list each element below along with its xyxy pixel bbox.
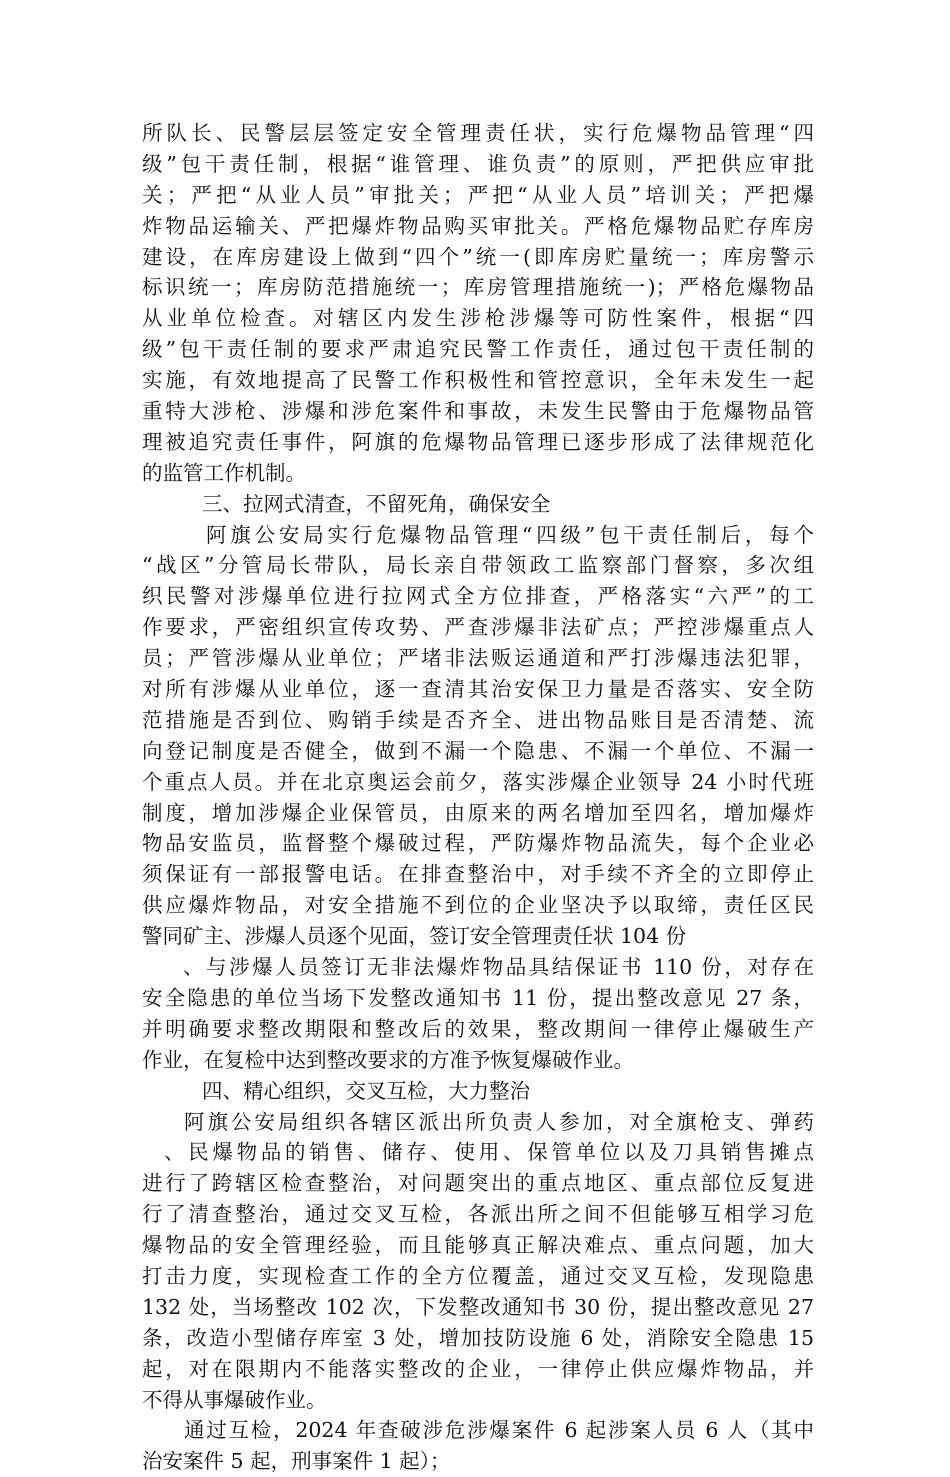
text-line: 作业，在复检中达到整改要求的方准予恢复爆破作业。 bbox=[142, 1047, 634, 1072]
text-line: 阿旗公安局组织各辖区派出所负责人参加，对全旗枪支、弹药 bbox=[184, 1109, 814, 1134]
text-line: 级”包干责任制的要求严肃追究民警工作责任，通过包干责任制的 bbox=[142, 337, 814, 362]
text-line: 治安案件 5 起，刑事案件 1 起）； bbox=[142, 1449, 451, 1474]
text-line: 起，对在限期内不能落实整改的企业，一律停止供应爆炸物品，并 bbox=[142, 1356, 814, 1381]
text-line: 阿旗公安局实行危爆物品管理“四级”包干责任制后，每个 bbox=[206, 522, 814, 547]
text-line: 对所有涉爆从业单位，逐一查清其治安保卫力量是否落实、安全防 bbox=[142, 677, 814, 702]
text-line: 不得从事爆破作业。 bbox=[142, 1387, 327, 1412]
text-line: 炸物品运输关、严把爆炸物品购买审批关。严格危爆物品贮存库房 bbox=[142, 213, 814, 238]
text-line: 范措施是否到位、购销手续是否齐全、进出物品账目是否清楚、流 bbox=[142, 707, 814, 732]
text-line: 、与涉爆人员签订无非法爆炸物品具结保证书 110 份，对存在 bbox=[183, 955, 814, 980]
section-heading: 三、拉网式清查，不留死角，确保安全 bbox=[202, 491, 551, 516]
text-line: 的监管工作机制。 bbox=[142, 460, 306, 485]
document-body bbox=[142, 118, 814, 1477]
text-line: 作要求，严密组织宣传攻势、严查涉爆非法矿点；严控涉爆重点人 bbox=[142, 615, 814, 640]
text-line: 供应爆炸物品，对安全措施不到位的企业坚决予以取缔，责任区民 bbox=[142, 893, 814, 918]
text-line: 向登记制度是否健全，做到不漏一个隐患、不漏一个单位、不漏一 bbox=[142, 738, 814, 763]
text-line: 重特大涉枪、涉爆和涉危案件和事故，未发生民警由于危爆物品管 bbox=[142, 399, 814, 424]
text-line: 并明确要求整改期限和整改后的效果，整改期间一律停止爆破生产 bbox=[142, 1016, 814, 1041]
text-line: 织民警对涉爆单位进行拉网式全方位排查，严格落实“六严”的工 bbox=[142, 584, 814, 609]
text-line: 通过互检，2024 年查破涉危涉爆案件 6 起涉案人员 6 人（其中 bbox=[184, 1418, 814, 1443]
text-line: 132 处，当场整改 102 次，下发整改通知书 30 份，提出整改意见 27 bbox=[142, 1294, 814, 1319]
text-line: 行了清查整治，通过交叉互检，各派出所之间不但能够互相学习危 bbox=[142, 1202, 814, 1227]
text-line: 警同矿主、涉爆人员逐个见面，签订安全管理责任状 104 份 bbox=[142, 924, 687, 949]
text-line: 理被追究责任事件，阿旗的危爆物品管理已逐步形成了法律规范化 bbox=[142, 429, 814, 454]
text-line: 关；严把“从业人员”审批关；严把“从业人员”培训关；严把爆 bbox=[142, 182, 814, 207]
text-line: 打击力度，实现检查工作的全方位覆盖，通过交叉互检，发现隐患 bbox=[142, 1263, 814, 1288]
text-line: 建设，在库房建设上做到“四个”统一(即库房贮量统一；库房警示 bbox=[142, 244, 814, 269]
text-line: 制度，增加涉爆企业保管员，由原来的两名增加至四名，增加爆炸 bbox=[142, 800, 814, 825]
text-line: 条，改造小型储存库室 3 处，增加技防设施 6 处，消除安全隐患 15 bbox=[142, 1325, 814, 1350]
text-line: 标识统一；库房防范措施统一；库房管理措施统一)；严格危爆物品 bbox=[142, 275, 814, 300]
text-line: 进行了跨辖区检查整治，对问题突出的重点地区、重点部位反复进 bbox=[142, 1171, 814, 1196]
text-line: “战区”分管局长带队，局长亲自带领政工监察部门督察，多次组 bbox=[142, 553, 814, 578]
text-line: 实施，有效地提高了民警工作积极性和管控意识，全年未发生一起 bbox=[142, 368, 814, 393]
text-line: 所队长、民警层层签定安全管理责任状，实行危爆物品管理“四 bbox=[142, 121, 814, 145]
text-line: 个重点人员。并在北京奥运会前夕，落实涉爆企业领导 24 小时代班 bbox=[142, 769, 814, 794]
text-line: 爆物品的安全管理经验，而且能够真正解决难点、重点问题，加大 bbox=[142, 1233, 814, 1258]
section-heading: 四、精心组织，交叉互检，大力整治 bbox=[202, 1078, 530, 1103]
text-line: 须保证有一部报警电话。在排查整治中，对手续不齐全的立即停止 bbox=[142, 862, 814, 887]
text-line: 安全隐患的单位当场下发整改通知书 11 份，提出整改意见 27 条， bbox=[142, 985, 814, 1010]
text-line: 、民爆物品的销售、储存、使用、保管单位以及刀具销售摊点 bbox=[164, 1140, 814, 1165]
text-line: 从业单位检查。对辖区内发生涉枪涉爆等可防性案件，根据“四 bbox=[142, 306, 814, 331]
text-line: 级”包干责任制，根据“谁管理、谁负责”的原则，严把供应审批 bbox=[142, 151, 814, 176]
text-line: 物品安监员，监督整个爆破过程，严防爆炸物品流失，每个企业必 bbox=[142, 831, 814, 856]
text-line: 员；严管涉爆从业单位；严堵非法贩运通道和严打涉爆违法犯罪， bbox=[142, 646, 814, 671]
